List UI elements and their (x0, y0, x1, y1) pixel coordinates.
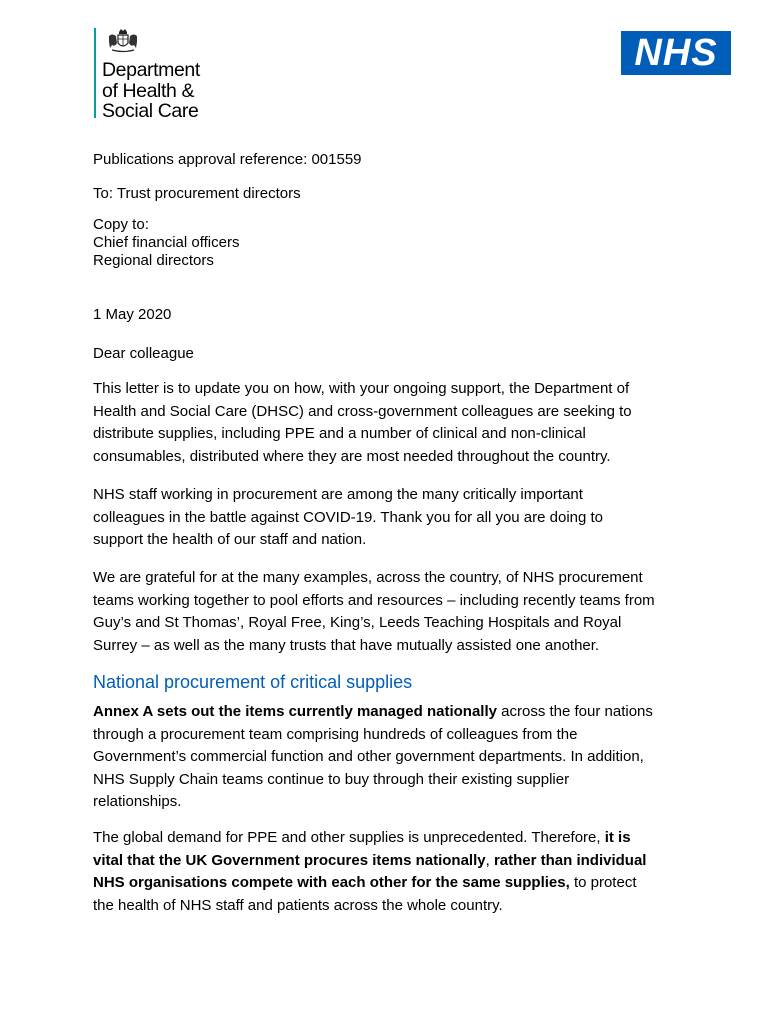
bold-text: NHS organisations compete with each other for the same supplies, (93, 874, 570, 891)
approval-reference: Publications approval reference: 001559 (93, 151, 362, 168)
plain-text: , (485, 851, 494, 869)
department-name-line: Social Care (102, 100, 199, 122)
paragraph-line: teams working together to pool efforts and resources – including recently teams from (93, 591, 655, 609)
paragraph-line: support the health of our staff and nation. (93, 531, 367, 548)
nhs-logo: NHS (621, 31, 731, 75)
paragraph-line: This letter is to update you on how, with your ongoing support, the Department of (93, 380, 630, 397)
section-heading: National procurement of critical supplies (93, 672, 413, 692)
department-name (102, 60, 200, 122)
letter-date: 1 May 2020 (93, 306, 172, 323)
paragraph-line: relationships. (93, 793, 182, 810)
paragraph-line: colleagues in the battle against COVID-19. Thank you for all you are doing to (93, 508, 604, 526)
paragraph-line: NHS Supply Chain teams continue to buy through their existing supplier (93, 770, 570, 788)
copy-to-block (93, 216, 693, 270)
paragraph-line: Government’s commercial function and other government departments. In addition, (93, 748, 644, 765)
paragraph-line (93, 701, 693, 724)
plain-text: across the four nations (496, 703, 653, 720)
department-divider (94, 28, 96, 118)
recipient-line: To: Trust procurement directors (93, 185, 301, 202)
paragraph-global-demand (93, 827, 693, 917)
department-name-line: of Health & (102, 79, 195, 102)
department-name-line: Department (102, 59, 200, 81)
paragraph-line: Health and Social Care (DHSC) and cross-government colleagues are seeking to (93, 402, 632, 420)
bold-text: Annex A sets out the items currently managed nationally (93, 703, 497, 720)
copy-to-recipient: Regional directors (93, 252, 214, 269)
paragraph-examples (93, 567, 693, 657)
paragraph-line: distribute supplies, including PPE and a number of clinical and non-clinical (93, 425, 586, 442)
copy-to-label: Copy to: (93, 216, 149, 233)
paragraph-annex (93, 701, 693, 814)
paragraph-line: consumables, distributed where they are most needed throughout the country. (93, 447, 611, 465)
paragraph-line: Guy’s and St Thomas’, Royal Free, King’s, Leeds Teaching Hospitals and Royal (93, 614, 622, 631)
paragraph-update (93, 378, 693, 468)
copy-to-recipient: Chief financial officers (93, 234, 240, 251)
paragraph-line (93, 872, 693, 895)
salutation: Dear colleague (93, 345, 194, 362)
paragraph-line: We are grateful for at the many examples, across the country, of NHS procurement (93, 569, 643, 586)
bold-text: vital that the UK Government procures items nationally (93, 851, 486, 869)
paragraph-line: through a procurement team comprising hundreds of colleagues from the (93, 725, 578, 743)
paragraph-line: Surrey – as well as the many trusts that have mutually assisted one another. (93, 636, 600, 654)
paragraph-line: NHS staff working in procurement are among the many critically important (93, 486, 583, 503)
bold-text: rather than individual (493, 851, 647, 869)
paragraph-line: the health of NHS staff and patients across the whole country. (93, 896, 503, 914)
plain-text: to protect (569, 874, 637, 891)
plain-text: The global demand for PPE and other supplies is unprecedented. Therefore, (93, 829, 605, 846)
paragraph-thanks (93, 484, 693, 552)
bold-text: it is (604, 829, 631, 846)
royal-coat-of-arms-icon (106, 28, 140, 54)
paragraph-line (93, 850, 693, 873)
paragraph-line (93, 827, 693, 850)
